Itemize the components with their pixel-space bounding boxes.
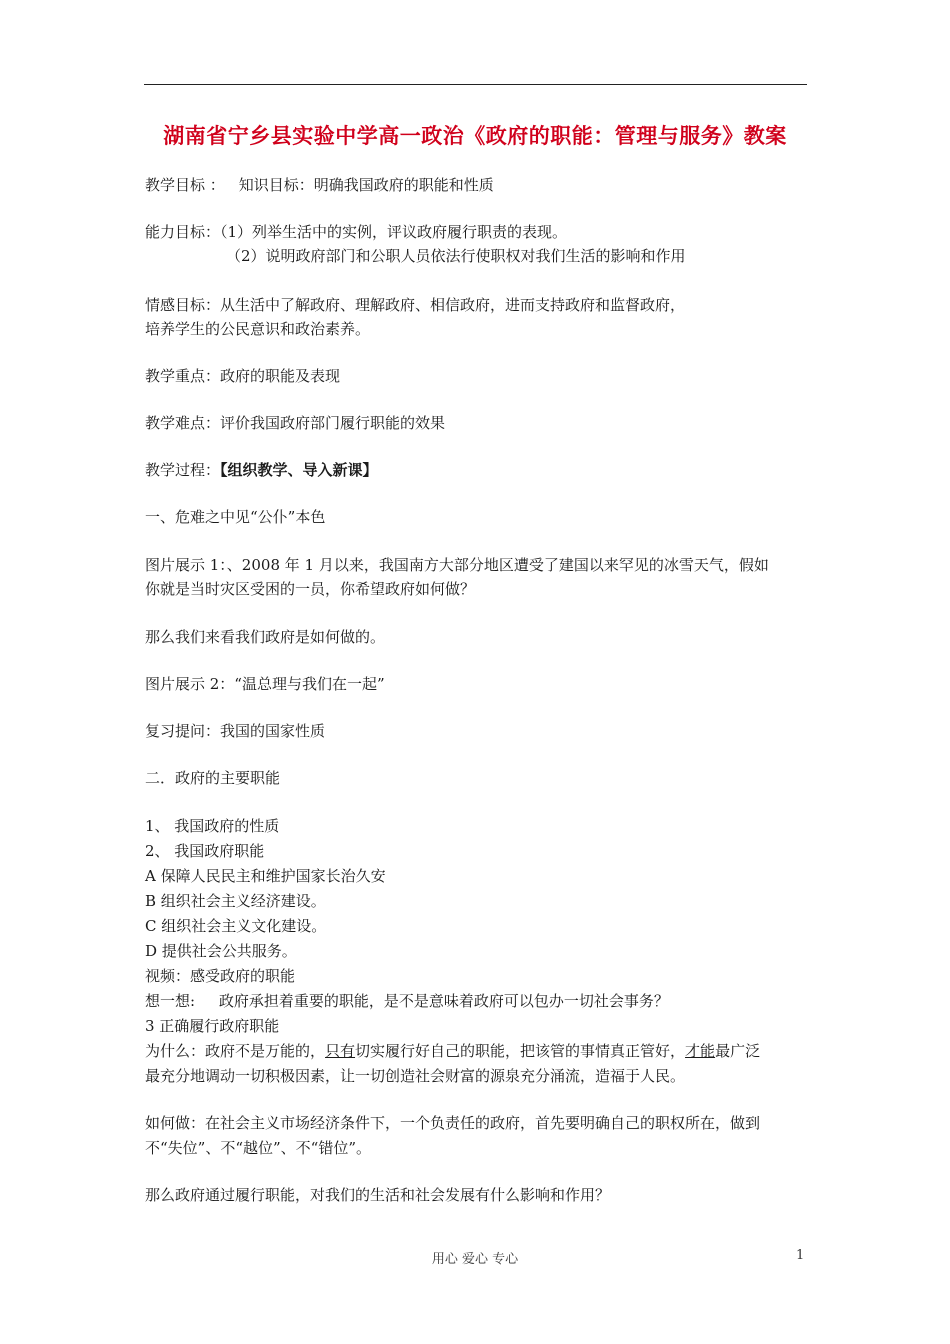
list-item: 2、 我国政府职能 (145, 842, 265, 860)
header-rule (144, 84, 807, 85)
review-question: 复习提问：我国的国家性质 (145, 722, 326, 740)
picture-2-line: 图片展示 2：“温总理与我们在一起” (145, 675, 385, 693)
why-line-1 (145, 1042, 760, 1060)
teaching-difficulty: 教学难点：评价我国政府部门履行职能的效果 (145, 414, 446, 432)
why-underlined-2: 才能 (685, 1042, 716, 1060)
page-number: 1 (796, 1248, 805, 1263)
list-item: B 组织社会主义经济建设。 (145, 892, 326, 910)
ability-label: 能力目标： (145, 223, 221, 241)
process-label: 教学过程： (145, 461, 221, 479)
look-line: 那么我们来看我们政府是如何做的。 (145, 628, 386, 646)
closing-question: 那么政府通过履行职能，对我们的生活和社会发展有什么影响和作用？ (145, 1186, 611, 1204)
teaching-process-line (145, 461, 378, 479)
teaching-goal-line (145, 176, 494, 194)
ability-goal-line (145, 223, 567, 241)
why-text-3: 最广泛 (715, 1042, 761, 1060)
knowledge-goal: 知识目标：明确我国政府的职能和性质 (238, 176, 494, 194)
ability-item-1: （1）列举生活中的实例，评议政府履行职责的表现。 (220, 223, 568, 241)
emotion-goal-line-1: 情感目标：从生活中了解政府、理解政府、相信政府，进而支持政府和监督政府， (145, 296, 686, 314)
process-value: 【组织教学、导入新课】 (220, 461, 378, 479)
picture-1-line-2: 你就是当时灾区受困的一员，你希望政府如何做？ (145, 580, 476, 598)
why-underlined-1: 只有 (325, 1042, 356, 1060)
page-title: 湖南省宁乡县实验中学高一政治《政府的职能：管理与服务》教案 (163, 123, 787, 148)
why-text-1: 为什么：政府不是万能的， (145, 1042, 326, 1060)
list-item: 3 正确履行政府职能 (145, 1017, 280, 1035)
how-line-2: 不“失位”、不“越位”、不“错位”。 (145, 1139, 372, 1157)
list-item: 视频：感受政府的职能 (145, 967, 296, 985)
list-item: D 提供社会公共服务。 (145, 942, 297, 960)
teaching-focus: 教学重点：政府的职能及表现 (145, 367, 341, 385)
list-item: C 组织社会主义文化建设。 (145, 917, 327, 935)
how-line-1: 如何做：在社会主义市场经济条件下，一个负责任的政府，首先要明确自己的职权所在，做到 (145, 1114, 761, 1132)
ability-item-2: （2）说明政府部门和公职人员依法行使职权对我们生活的影响和作用 (226, 247, 686, 265)
why-text-2: 切实履行好自己的职能，把该管的事情真正管好， (355, 1042, 686, 1060)
list-item: 1、 我国政府的性质 (145, 817, 280, 835)
teaching-goal-label: 教学目标 ： (145, 176, 225, 194)
list-item: A 保障人民民主和维护国家长治久安 (145, 867, 386, 885)
emotion-goal-line-2: 培养学生的公民意识和政治素养。 (145, 320, 371, 338)
section-1-heading: 一、危难之中见“公仆”本色 (145, 508, 326, 526)
footer-motto: 用心 爱心 专心 (431, 1252, 519, 1267)
list-item: 想一想: 政府承担着重要的职能，是不是意味着政府可以包办一切社会事务？ (145, 992, 669, 1010)
picture-1-line-1: 图片展示 1：、2008 年 1 月以来，我国南方大部分地区遭受了建国以来罕见的冰雪天气，假如 (145, 556, 769, 574)
why-line-2: 最充分地调动一切积极因素，让一切创造社会财富的源泉充分涌流，造福于人民。 (145, 1067, 686, 1085)
section-2-heading: 二．政府的主要职能 (145, 769, 281, 787)
